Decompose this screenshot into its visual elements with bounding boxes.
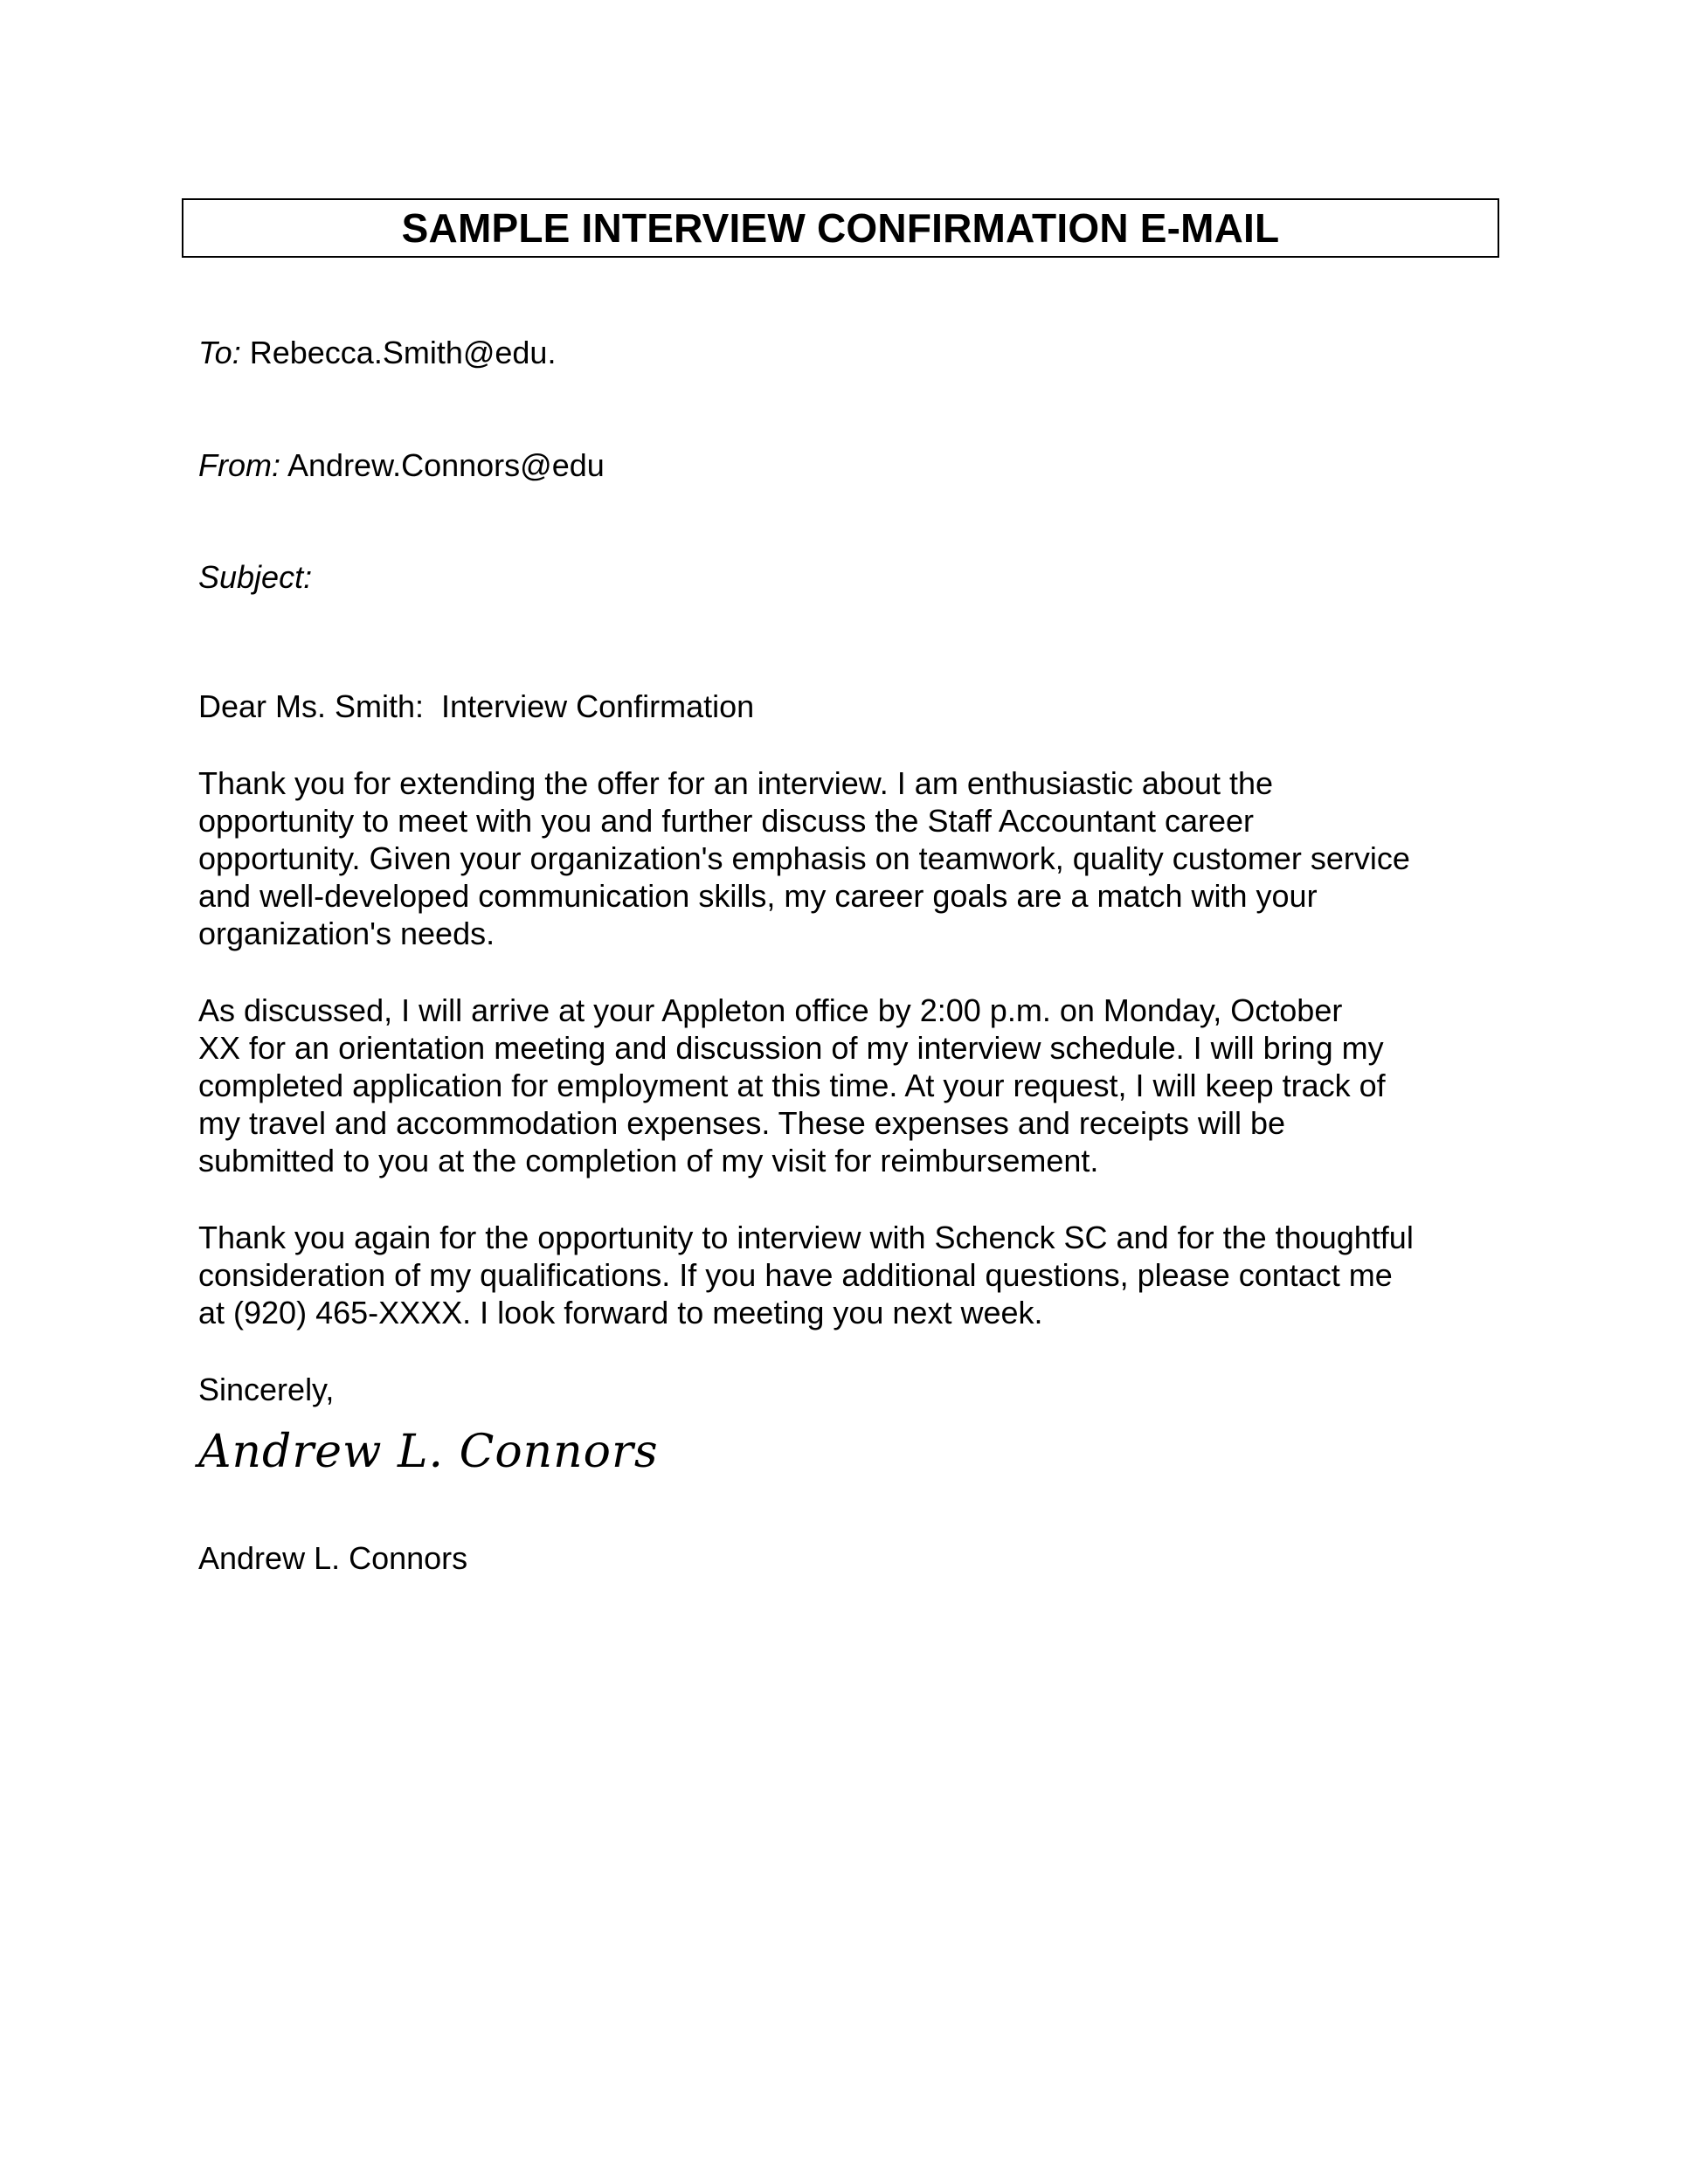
to-label: To: bbox=[198, 335, 241, 370]
subject-line bbox=[198, 558, 1509, 596]
to-line bbox=[198, 334, 1509, 371]
title-box bbox=[182, 198, 1499, 258]
page-title: SAMPLE INTERVIEW CONFIRMATION E-MAIL bbox=[401, 205, 1280, 251]
paragraph-line: opportunity. Given your organization's emphasis on teamwork, quality customer service bbox=[198, 840, 1410, 876]
to-value: Rebecca.Smith@edu. bbox=[249, 335, 557, 370]
paragraph-line: submitted to you at the completion of my visit for reimbursement. bbox=[198, 1143, 1099, 1178]
paragraph-line: As discussed, I will arrive at your Appleton office by 2:00 p.m. on Monday, October bbox=[198, 992, 1343, 1028]
signer-name: Andrew L. Connors bbox=[198, 1540, 468, 1576]
handwritten-signature: Andrew L. Connors bbox=[198, 1426, 659, 1478]
greeting-line bbox=[198, 688, 1509, 725]
closing-line bbox=[198, 1371, 1509, 1408]
paragraph-line: and well-developed communication skills, my career goals are a match with your bbox=[198, 878, 1318, 914]
paragraph-line: XX for an orientation meeting and discussion of my interview schedule. I will bring my bbox=[198, 1030, 1384, 1066]
paragraph-line: Thank you again for the opportunity to interview with Schenck SC and for the thoughtful bbox=[198, 1220, 1414, 1255]
paragraph-line: Thank you for extending the offer for an interview. I am enthusiastic about the bbox=[198, 765, 1274, 801]
closing: Sincerely, bbox=[198, 1372, 335, 1407]
paragraph-line: opportunity to meet with you and further discuss the Staff Accountant career bbox=[198, 803, 1255, 839]
paragraph-line: organization's needs. bbox=[198, 916, 495, 951]
paragraph-line: consideration of my qualifications. If you have additional questions, please contact me bbox=[198, 1257, 1393, 1293]
paragraph-3 bbox=[198, 1219, 1509, 1331]
paragraph-line: my travel and accommodation expenses. These expenses and receipts will be bbox=[198, 1105, 1286, 1141]
paragraph-1 bbox=[198, 764, 1509, 952]
from-line bbox=[198, 446, 1509, 484]
greeting: Dear Ms. Smith: Interview Confirmation bbox=[198, 688, 755, 724]
paragraph-line: completed application for employment at this time. At your request, I will keep track of bbox=[198, 1068, 1386, 1103]
from-label: From: bbox=[198, 447, 280, 483]
paragraph-2 bbox=[198, 992, 1509, 1179]
subject-label: Subject: bbox=[198, 559, 313, 595]
signer-name-line bbox=[198, 1539, 1509, 1577]
from-value: Andrew.Connors@edu bbox=[287, 447, 605, 483]
paragraph-line: at (920) 465-XXXX. I look forward to meeting you next week. bbox=[198, 1295, 1043, 1330]
